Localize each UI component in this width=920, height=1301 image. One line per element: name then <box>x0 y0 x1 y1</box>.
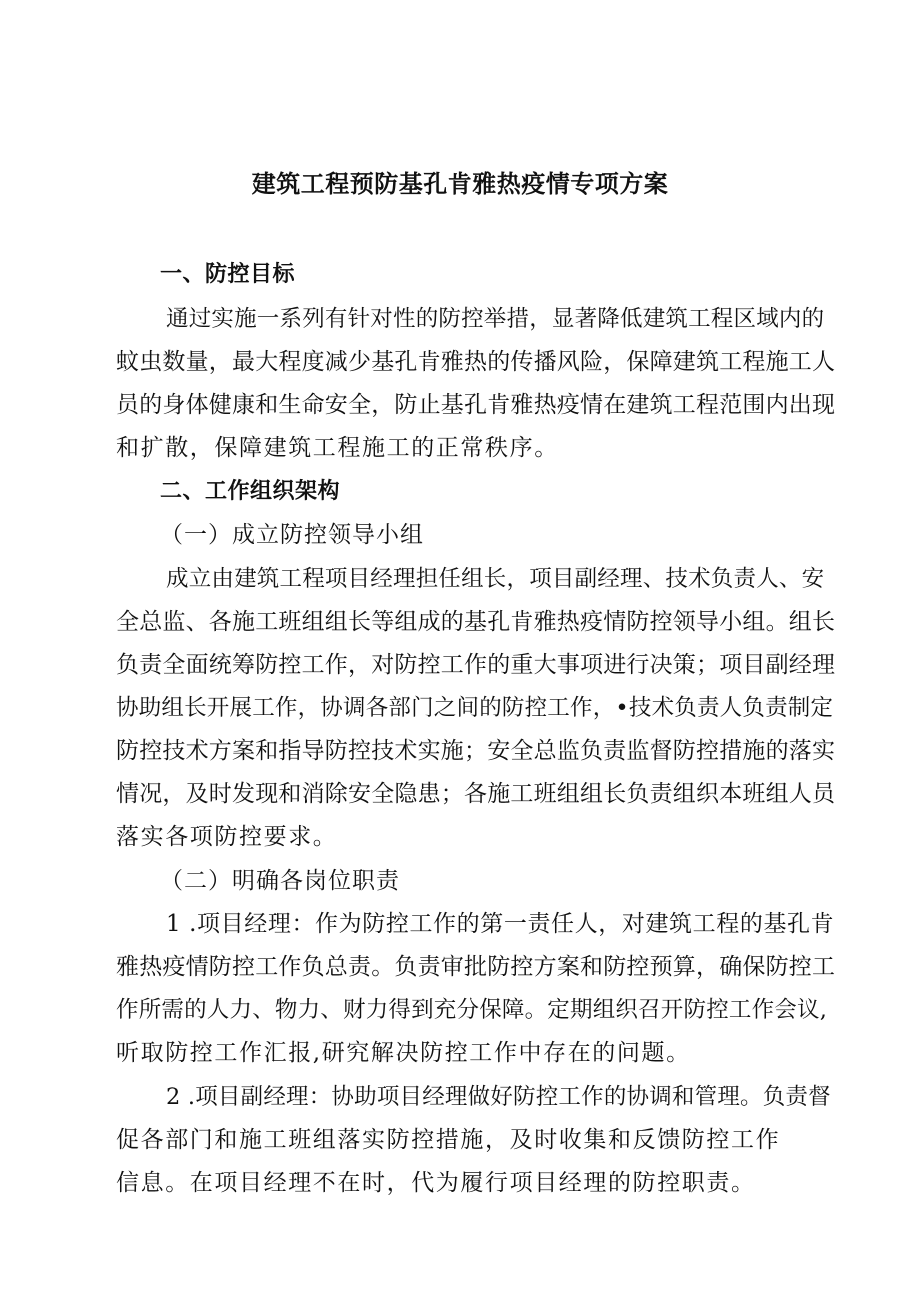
paragraph-line: 蚊虫数量，最大程度减少基孔肯雅热的传播风险，保障建筑工程施工人 <box>116 349 836 375</box>
paragraph-line: 雅热疫情防控工作负总责。负责审批防控方案和防控预算，确保防控工 <box>116 954 836 980</box>
subsection-heading-2: （二）明确各岗位职责 <box>160 868 400 894</box>
paragraph-line: 负责全面统筹防控工作，对防控工作的重大事项进行决策；项目副经理 <box>116 652 836 678</box>
section-heading-1: 一、防控目标 <box>160 262 296 287</box>
paragraph-line: 情况，及时发现和消除安全隐患；各施工班组组长负责组织本班组人员 <box>116 781 836 807</box>
paragraph-line: 协助组长开展工作，协调各部门之间的防控工作，•技术负责人负责制定 <box>116 695 834 721</box>
paragraph-line: 员的身体健康和生命安全，防止基孔肯雅热疫情在建筑工程范围内出现 <box>116 392 836 418</box>
paragraph-line: 信息。在项目经理不在时，代为履行项目经理的防控职责。 <box>116 1170 756 1196</box>
paragraph-line: 落实各项防控要求。 <box>116 824 338 850</box>
paragraph-line: 1 .项目经理：作为防控工作的第一责任人，对建筑工程的基孔肯 <box>166 911 835 937</box>
document-title: 建筑工程预防基孔肯雅热疫情专项方案 <box>251 170 669 198</box>
paragraph-line: 听取防控工作汇报,研究解决防控工作中存在的问题。 <box>116 1040 691 1066</box>
paragraph-line: 和扩散，保障建筑工程施工的正常秩序。 <box>116 435 559 461</box>
section-heading-2: 二、工作组织架构 <box>160 479 341 504</box>
paragraph-line: 成立由建筑工程项目经理担任组长，项目副经理、技术负责人、安 <box>166 566 825 592</box>
paragraph-line: 防控技术方案和指导防控技术实施；安全总监负责监督防控措施的落实 <box>116 738 836 764</box>
subsection-heading-1: （一）成立防控领导小组 <box>160 522 424 548</box>
paragraph-line: 作所需的人力、物力、财力得到充分保障。定期组织召开防控工作会议, <box>116 997 828 1023</box>
paragraph-line: 促各部门和施工班组落实防控措施，及时收集和反馈防控工作 <box>116 1127 781 1153</box>
paragraph-line: 2 .项目副经理：协助项目经理做好防控工作的协调和管理。负责督 <box>166 1084 831 1110</box>
paragraph-line: 通过实施一系列有针对性的防控举措，显著降低建筑工程区域内的 <box>166 306 825 332</box>
paragraph-line: 全总监、各施工班组组长等组成的基孔肯雅热疫情防控领导小组。组长 <box>116 609 836 635</box>
